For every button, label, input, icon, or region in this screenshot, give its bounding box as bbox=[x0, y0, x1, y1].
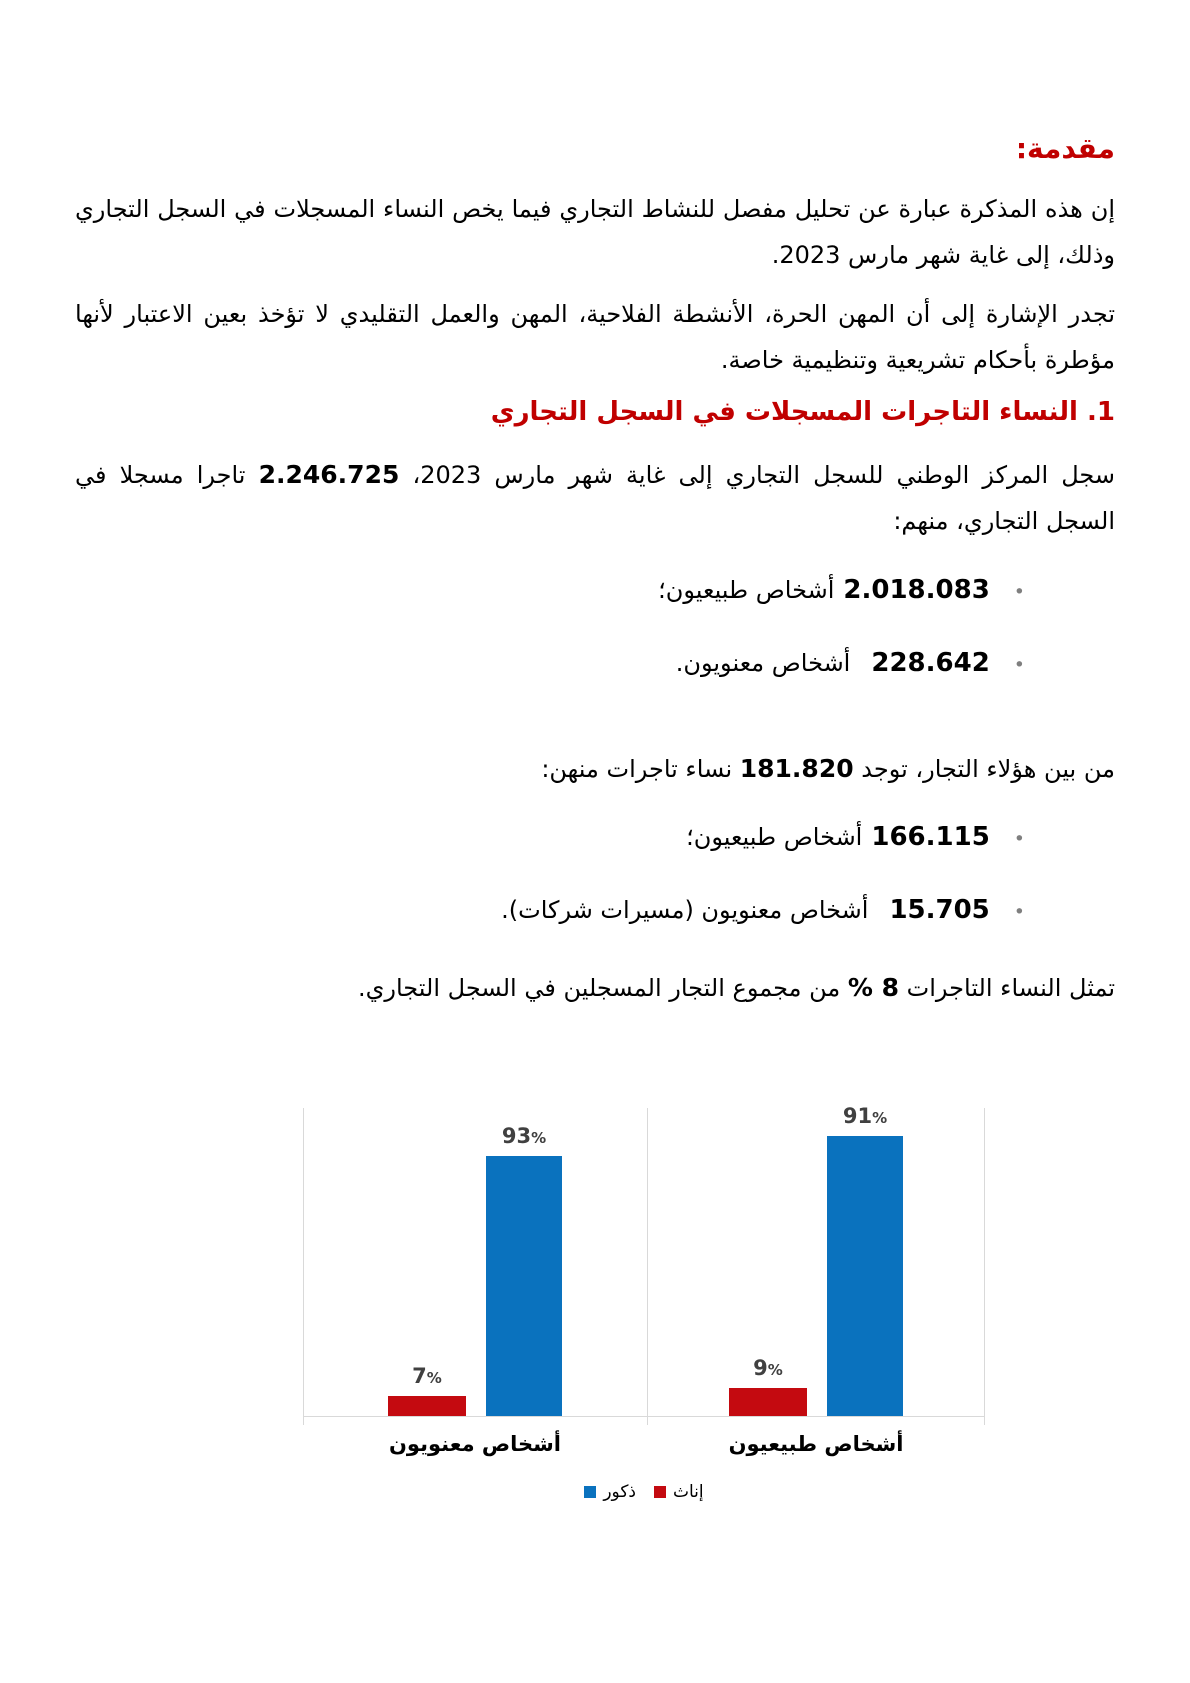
legal-persons-number: 228.642 bbox=[871, 647, 990, 678]
women-share-percent: 8 % bbox=[847, 973, 900, 1003]
category-label-group1: أشخاص معنويون bbox=[389, 1431, 561, 1456]
total-breakdown-list bbox=[75, 571, 1025, 683]
bar-value-label-females-group2: 9% bbox=[753, 1355, 783, 1380]
category-label-group2: أشخاص طبيعيون bbox=[728, 1431, 904, 1456]
gender-bar-chart bbox=[303, 1103, 985, 1538]
natural-persons-number: 2.018.083 bbox=[843, 574, 990, 605]
paragraph-note: تجدر الإشارة إلى أن المهن الحرة، الأنشطة الفلاحية، المهن والعمل التقليدي لا تؤخذ بعين الاعتبار لأنها مؤطرة بأحكام تشريعية وتنظيمية خاصة. bbox=[75, 300, 1115, 374]
paragraph-women-before: من بين هؤلاء التجار، توجد bbox=[853, 754, 1115, 783]
legal-persons-label: أشخاص معنويون. bbox=[675, 648, 851, 677]
bar-value-label-females-group1: 7% bbox=[412, 1363, 442, 1388]
legend-swatch-icon bbox=[584, 1486, 596, 1498]
legend-label: ذكور bbox=[603, 1481, 636, 1502]
legend-item bbox=[584, 1482, 636, 1502]
chart-plot bbox=[303, 1103, 985, 1456]
paragraph-women-traders bbox=[75, 745, 1115, 793]
chart-left-axis-line bbox=[303, 1108, 304, 1425]
chart-legend bbox=[303, 1482, 985, 1502]
legend-label: إناث bbox=[673, 1481, 704, 1502]
women-traders-number: 181.820 bbox=[739, 753, 854, 783]
women-natural-label: أشخاص طبيعيون؛ bbox=[686, 823, 863, 852]
list-item bbox=[75, 891, 1025, 930]
section1-heading: 1. النساء التاجرات المسجلات في السجل التجاري bbox=[490, 397, 1115, 428]
chart-right-axis-line bbox=[984, 1108, 985, 1425]
paragraph-total-before: سجل المركز الوطني للسجل التجاري إلى غاية شهر مارس 2023، bbox=[399, 461, 1116, 490]
paragraph-total-traders bbox=[75, 451, 1115, 544]
paragraph-share-after: من مجموع التجار المسجلين في السجل التجاري. bbox=[357, 974, 848, 1003]
list-item bbox=[75, 644, 1025, 683]
chart-divider-line bbox=[647, 1108, 648, 1425]
legend-swatch-icon bbox=[654, 1486, 666, 1498]
bar-value-label-males-group1: 93% bbox=[501, 1123, 547, 1148]
paragraph-intro: إن هذه المذكرة عبارة عن تحليل مفصل للنشاط التجاري فيما يخص النساء المسجلات في السجل التجاري وذلك، إلى غاية شهر مارس 2023. bbox=[75, 195, 1115, 269]
paragraph-share-before: تمثل النساء التاجرات bbox=[899, 974, 1115, 1003]
women-natural-number: 166.115 bbox=[871, 822, 990, 853]
paragraph-total-after: تاجرا مسجلا في السجل التجاري، منهم: bbox=[75, 461, 1115, 535]
natural-persons-label: أشخاص طبيعيون؛ bbox=[658, 575, 835, 604]
women-legal-number: 15.705 bbox=[889, 895, 990, 926]
legend-item bbox=[654, 1482, 704, 1502]
women-breakdown-list bbox=[75, 818, 1025, 930]
bar-males-group2 bbox=[827, 1136, 903, 1416]
bar-males-group1 bbox=[486, 1156, 562, 1416]
total-traders-number: 2.246.725 bbox=[258, 460, 400, 490]
women-legal-label: أشخاص معنويون (مسيرات شركات). bbox=[501, 896, 869, 925]
bar-females-group1 bbox=[388, 1396, 466, 1416]
chart-bottom-axis-line bbox=[303, 1416, 985, 1417]
list-item bbox=[75, 571, 1025, 610]
paragraph-share bbox=[75, 964, 1115, 1012]
bar-females-group2 bbox=[729, 1388, 807, 1416]
intro-heading: مقدمة: bbox=[1015, 132, 1115, 165]
bar-value-label-males-group2: 91% bbox=[842, 1103, 888, 1128]
list-item bbox=[75, 818, 1025, 857]
paragraph-women-after: نساء تاجرات منهن: bbox=[541, 754, 740, 783]
